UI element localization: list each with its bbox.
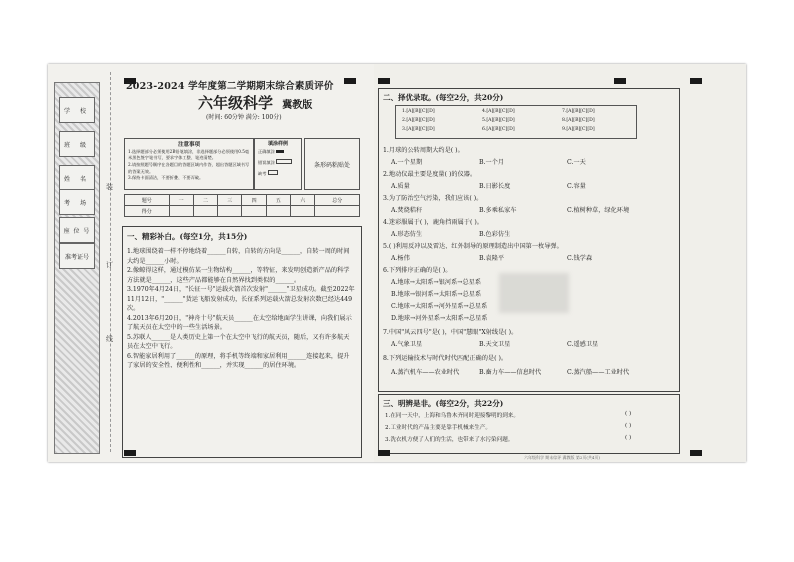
barcode-area: 条形码粘贴处: [304, 138, 360, 190]
registration-mark: [690, 78, 702, 84]
mc-option: A.杨伟: [391, 255, 410, 262]
mc-option: B.一个月: [479, 159, 505, 166]
score-header-cell: 题号: [125, 195, 170, 206]
mc-question: 2.地动仪最主要是度量( )的仪器。: [383, 171, 477, 178]
notice-line: 1.选择题部分必须使用2B铅笔填涂，非选择题部分必须使用0.5毫米黑色签字笔书写，要求字体工整、笔迹清楚。: [128, 149, 250, 161]
mc-option: A.地球→太阳系→银河系→总星系: [391, 279, 482, 286]
strip-label-exam-room: 考 场: [59, 189, 95, 215]
question: 1.地球围绕着一样不停地绕着______自转，自转的方向是______，自转一周的时间大约是______小时。: [127, 248, 350, 265]
strip-label-name: 姓 名: [59, 165, 95, 191]
fill-example-box: [254, 138, 302, 190]
score-table: [124, 194, 360, 217]
registration-mark: [124, 450, 136, 456]
question: 5.苏联人______是人类历史上第一个在太空中飞行的航天员，随后，又有许多航天员在太空中飞行。: [127, 333, 350, 350]
subject-name: 六年级科学: [198, 94, 274, 112]
mc-option: B.天文卫星: [479, 341, 511, 348]
answer-bubble-box: [395, 105, 637, 139]
notice-line: 3.保持卡面清洁，不要折叠、不要弄破。: [128, 174, 204, 180]
time-info: (时间: 60分钟 满分: 100分): [206, 114, 282, 121]
mc-option: A.一个星期: [391, 159, 423, 166]
answer-bubbles[interactable]: 8.[A][B][C][D]: [562, 118, 595, 123]
mc-option: B.多乘私家车: [479, 207, 517, 214]
mc-option: A.质量: [391, 183, 410, 190]
mc-option: A.形态仿生: [391, 231, 423, 238]
section-multiple-choice: [378, 88, 680, 392]
section-fill-in: [122, 226, 362, 458]
mc-question: 6.下列排序正确的是( )。: [383, 267, 452, 274]
notice-line: 2.请按照题号顺序在各题目的答题区域内作答，超出答题区域书写的答案无效。: [128, 162, 250, 174]
strip-label-ticket: 准考证号: [59, 243, 95, 269]
question: 3.1970年4月24日，"长征一号"运载火箭首次发射"______"卫星成功。截至2022年11月12日，"______"货运飞船发射成功，长征系列运载火箭总发射次数已经达449次。: [127, 286, 355, 312]
question: 2.像鲸得这样，通过模仿某一生物结构______，等特征，来发明创造新产品的科学方法就是______，这些产品都能够在自然界找到类似的______。: [127, 267, 350, 284]
registration-mark: [344, 78, 356, 84]
answer-bubbles[interactable]: 1.[A][B][C][D]: [402, 109, 435, 114]
section-true-false: [378, 394, 680, 454]
score-row: [125, 206, 360, 217]
section3-title: 三、明辨是非。(每空2分，共22分): [383, 399, 504, 408]
section2-title: 二、择优录取。(每空2分，共20分): [383, 93, 504, 102]
right-page: [374, 64, 746, 462]
score-row-label: 得分: [125, 206, 170, 217]
mc-option: C.容量: [567, 183, 586, 190]
mc-option: C.钱学森: [567, 255, 593, 262]
tf-item: 3.洗衣机方便了人们的生活，也带来了水污染问题。: [385, 437, 514, 443]
fill-example-title: 填涂样例: [267, 141, 288, 147]
answer-bubbles[interactable]: 5.[A][B][C][D]: [482, 118, 515, 123]
score-header-cell: 二: [193, 195, 217, 206]
registration-mark: [690, 450, 702, 456]
answer-bubbles[interactable]: 9.[A][B][C][D]: [562, 127, 595, 132]
mc-option: C.遥感卫星: [567, 341, 599, 348]
mc-option: A.气象卫星: [391, 341, 423, 348]
mc-question: 1.月球的公转周期大约是( )。: [383, 147, 464, 154]
mc-option: B.日影长度: [479, 183, 511, 190]
mc-option: B.地球→银河系→太阳系→总星系: [391, 291, 482, 298]
mc-question: 4.迷彩服属于( )，鹿角挡雨属于( )。: [383, 219, 483, 226]
answer-bubbles[interactable]: 6.[A][B][C][D]: [482, 127, 515, 132]
score-header-cell: 四: [242, 195, 266, 206]
section1-title: 一、精彩补白。(每空1分，共15分): [127, 232, 248, 241]
exam-title: 2023-2024 学年度第二学期期末综合素质评价: [126, 81, 334, 92]
registration-mark: [378, 450, 390, 456]
page-footer: 六年级科学 期末综评 冀教版 第2页(共4页): [524, 455, 601, 460]
strip-label-seat: 座 位 号: [59, 217, 95, 243]
mc-question: 3.为了防治空气污染，我们应该( )。: [383, 195, 483, 202]
score-header-cell: 三: [218, 195, 242, 206]
exam-photo: [48, 64, 746, 462]
score-header-cell: 五: [266, 195, 290, 206]
smudge: [499, 273, 569, 313]
question: 6.智能家居利用了______的原理，将手机等终端和家居利用______连接起来，提升了家居的安全性、便利性和______，并实现______的居住环境。: [127, 352, 350, 369]
score-header-cell: 总分: [315, 195, 360, 206]
wrong-fill-label: 错误填涂: [258, 160, 275, 166]
mc-option: A.蒸汽机车——农业时代: [391, 369, 460, 376]
notice-box: [124, 138, 254, 190]
mc-option: C.一天: [567, 159, 586, 166]
mc-option: B.畜力车——信息时代: [479, 369, 542, 376]
question: 4.2013年6月20日，"神舟十号"航天员______在太空给地面学生讲课，向我们展示了航天员在太空中的一些生活场景。: [127, 314, 352, 331]
answer-bubbles[interactable]: 2.[A][B][C][D]: [402, 118, 435, 123]
mc-question: 8.下列运输技术与时代时代匹配正确的是( )。: [383, 355, 508, 362]
mc-option: B.色彩仿生: [479, 231, 511, 238]
mc-question: 5.( )利用反冲以及雷达、红外制导的原理制造出中国第一枚导弹。: [383, 243, 563, 250]
exam-subject: [198, 92, 312, 113]
answer-bubbles[interactable]: 4.[A][B][C][D]: [482, 109, 515, 114]
mc-option: C.地球→太阳系→河外星系→总星系: [391, 303, 488, 310]
strip-label-class: 班 级: [59, 131, 95, 157]
answer-bubbles[interactable]: 3.[A][B][C][D]: [402, 127, 435, 132]
tf-answer-bracket[interactable]: ( ): [625, 423, 632, 429]
mc-option: D.地球→河外星系→太阳系→总星系: [391, 315, 488, 322]
edition-label: 冀教版: [282, 100, 313, 111]
binding-char: 订: [106, 261, 113, 269]
tf-item: 1.在同一天中，上海和乌鲁木齐同时迎接黎明的到来。: [385, 413, 519, 419]
mc-option: B.袁隆平: [479, 255, 505, 262]
score-header-cell: 一: [169, 195, 193, 206]
absent-label: 缺考: [258, 171, 267, 177]
mc-option: A.焚烧秸秆: [391, 207, 423, 214]
strip-label-school: 学 校: [59, 97, 95, 123]
registration-mark: [378, 78, 390, 84]
mc-option: C.植树种草，绿化环境: [567, 207, 630, 214]
correct-fill-label: 正确填涂: [258, 149, 275, 154]
answer-bubbles[interactable]: 7.[A][B][C][D]: [562, 109, 595, 114]
left-page: [48, 64, 374, 462]
tf-answer-bracket[interactable]: ( ): [625, 435, 632, 441]
registration-mark: [614, 78, 626, 84]
section1-questions: [127, 247, 355, 371]
tf-answer-bracket[interactable]: ( ): [625, 411, 632, 417]
mc-option: C.蒸汽船——工业时代: [567, 369, 630, 376]
score-header-row: [125, 195, 360, 206]
score-header-cell: 六: [291, 195, 315, 206]
binding-char: 线: [106, 335, 113, 343]
mc-question: 7.中国"风云四号"是( )，中国"慧眼"X射线是( )。: [383, 329, 518, 336]
tf-item: 2.工业时代的产品主要是靠手机械来生产。: [385, 425, 492, 431]
notice-title: 注意事项: [177, 142, 200, 148]
binding-char: 装: [106, 183, 113, 191]
binding-strip: [54, 82, 100, 454]
